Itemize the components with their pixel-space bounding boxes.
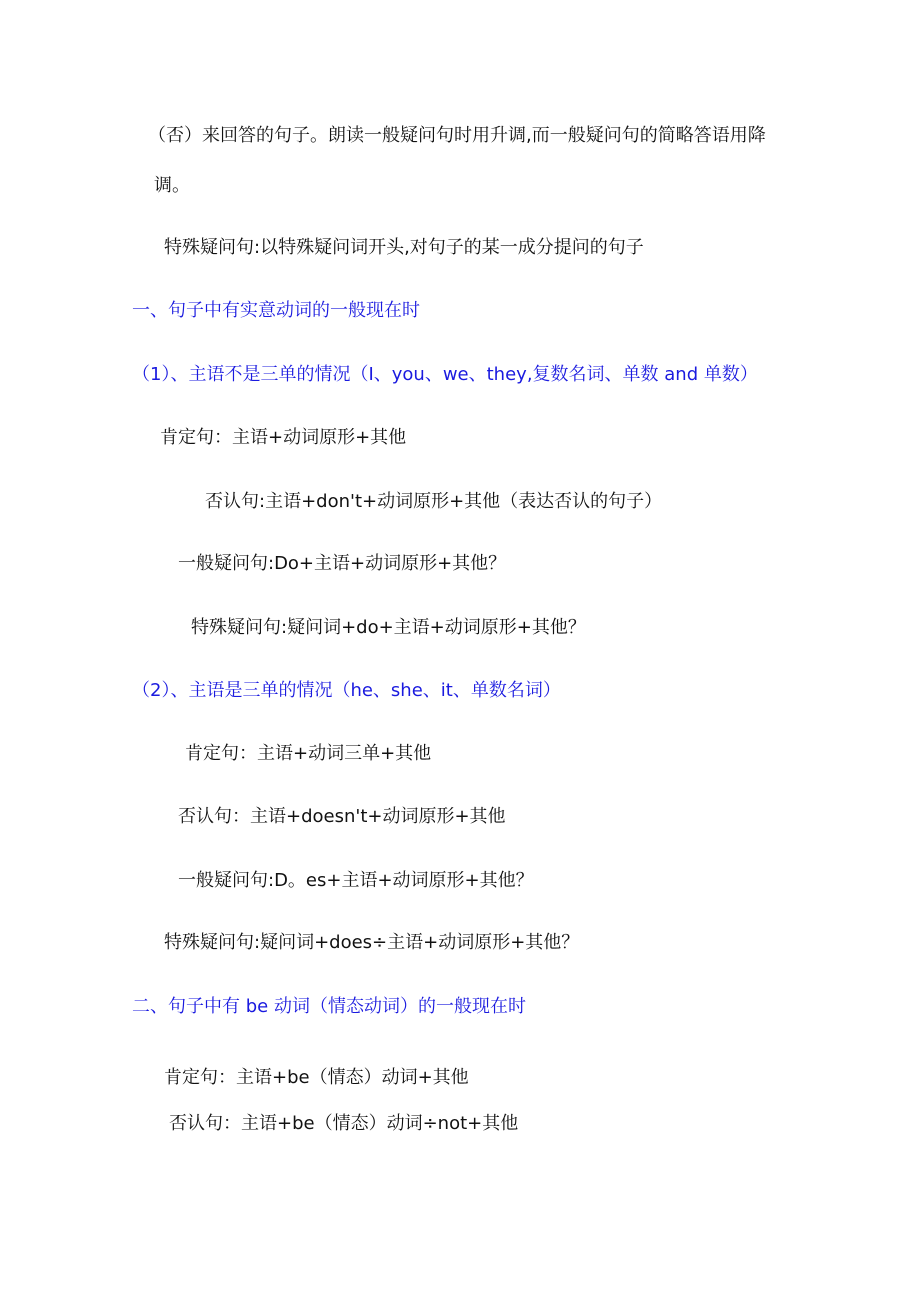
text-line: 一般疑问句:D。es+主语+动词原形+其他？ <box>178 870 534 891</box>
text-line: 一般疑问句:Do+主语+动词原形+其他？ <box>178 553 507 574</box>
subsection-heading-1: （1）、主语不是三单的情况（I、you、we、they,复数名词、单数 and 单数） <box>132 364 758 385</box>
text-line: 肯定句：主语+be（情态）动词+其他 <box>164 1067 469 1088</box>
text-line: 调。 <box>154 175 190 196</box>
text-line: 肯定句：主语+动词三单+其他 <box>185 743 432 764</box>
section-heading-2: 二、句子中有 be 动词（情态动词）的一般现在时 <box>132 996 526 1017</box>
text-line: 特殊疑问句:疑问词+do+主语+动词原形+其他？ <box>191 617 586 638</box>
text-line: 特殊疑问句:疑问词+does÷主语+动词原形+其他？ <box>164 932 580 953</box>
section-heading-1: 一、句子中有实意动词的一般现在时 <box>132 300 420 321</box>
text-line: 特殊疑问句:以特殊疑问词开头,对句子的某一成分提问的句子 <box>164 237 644 258</box>
text-line: 否认句：主语+be（情态）动词÷not+其他 <box>169 1113 519 1134</box>
text-line: 否认句:主语+don't+动词原形+其他（表达否认的句子） <box>205 491 663 512</box>
text-line: 否认句：主语+doesn't+动词原形+其他 <box>178 806 506 827</box>
text-line: （否）来回答的句子。朗读一般疑问句时用升调,而一般疑问句的简略答语用降 <box>148 125 766 146</box>
subsection-heading-2: （2）、主语是三单的情况（he、she、it、单数名词） <box>132 680 561 701</box>
text-line: 肯定句：主语+动词原形+其他 <box>160 427 407 448</box>
